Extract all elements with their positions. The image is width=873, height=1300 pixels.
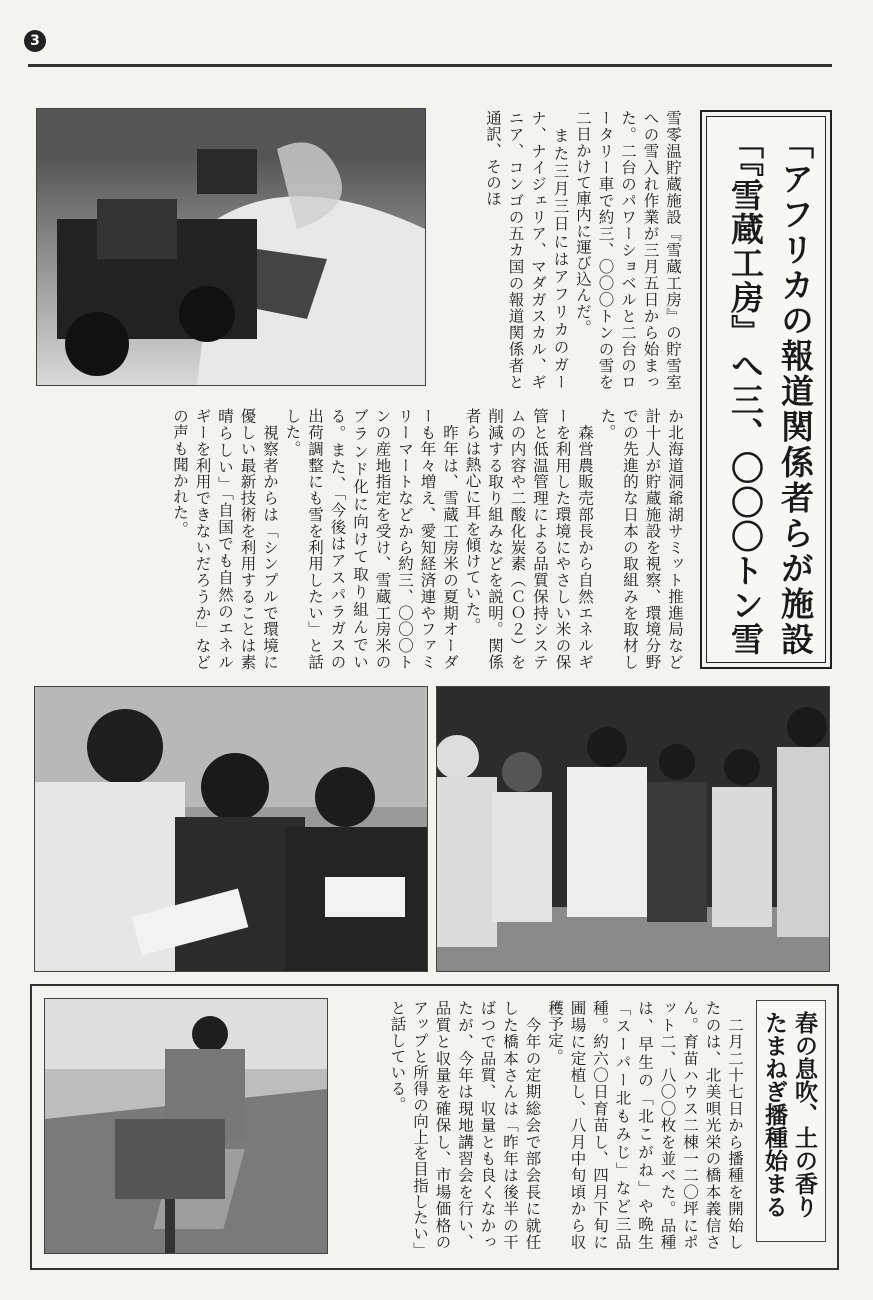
article1-text-lower: か北海道洞爺湖サミット推進局など計十人が貯蔵施設を視察、環境分野での先進的な日本の取組みを取材した。 森営農販売部長から自然エネルギーを利用した環境にやさしい米の保管と低温管理による品質保持システムの内容や二酸化炭素（ＣＯ２）を削減する取り組みなどを説明。関係者らは熱心に耳を傾けていた。 昨年は、雪蔵工房米の夏期オーダーも年々増え、愛知経済連やファミリーマートなどから約三、〇〇〇トンの産地指定を受け、雪蔵工房米のブランド化に向けて取り組んでいる。また、「今後はアスパラガスの出荷調整にも雪を利用したい」と話した。 視察者からは「シンプルで環境に優しい最新技術を利用することは素晴らしい」「自国でも自然のエネルギーを利用できないだろうか」などの声も聞かれた。 <box>171 408 684 670</box>
article2-headline-line2: たまねぎ播種始まる <box>761 1011 787 1218</box>
article2-headline-line1: 春の息吹、土の香り <box>791 1011 817 1218</box>
article1-text-upper: 雪零温貯蔵施設『雪蔵工房』の貯雪室への雪入れ作業が三月五日から始まった。二台のパワーショベルと二台のロータリー車で約三、〇〇〇トンの雪を二日かけて庫内に運び込んだ。 また三月三日にはアフリカのガーナ、ナイジェリア、マダガスカル、ギニア、コンゴの五カ国の報道関係者と通訳、そのほ <box>484 110 682 390</box>
photo-onion-sowing <box>44 998 328 1254</box>
article2-headline-box <box>756 1000 826 1242</box>
page-number: 3 <box>24 30 46 52</box>
photo-group-inspection <box>436 686 830 972</box>
article1-headline-line2: 「『雪蔵工房』へ三、〇〇〇トン雪 <box>726 126 765 656</box>
article1-headline-box <box>700 110 832 669</box>
article1-headline-line1: 「アフリカの報道関係者らが施設 <box>776 126 815 656</box>
photo-visitors-notes <box>34 686 428 972</box>
header-divider <box>28 64 832 67</box>
article2-text: 二月二十七日から播種を開始したのは、北美唄光栄の橋本義信さん。育苗ハウス二棟一二〇坪にポット二、八〇〇枚を並べた。品種は、早生の「北こがね」や晩生「スーパー北もみじ」など三品種。約六〇日育苗し、四月下旬に圃場に定植し、八月中旬頃から収穫予定。 今年の定期総会で部会長に就任した橋本さんは「昨年は後半の干ばつで品質、収量とも良くなかったが、今年は現地講習会を行い、品質と収量を確保し、市場価格のアップと所得の向上を目指したい」と話している。 <box>388 1000 744 1250</box>
photo-snow-loading <box>36 108 426 386</box>
